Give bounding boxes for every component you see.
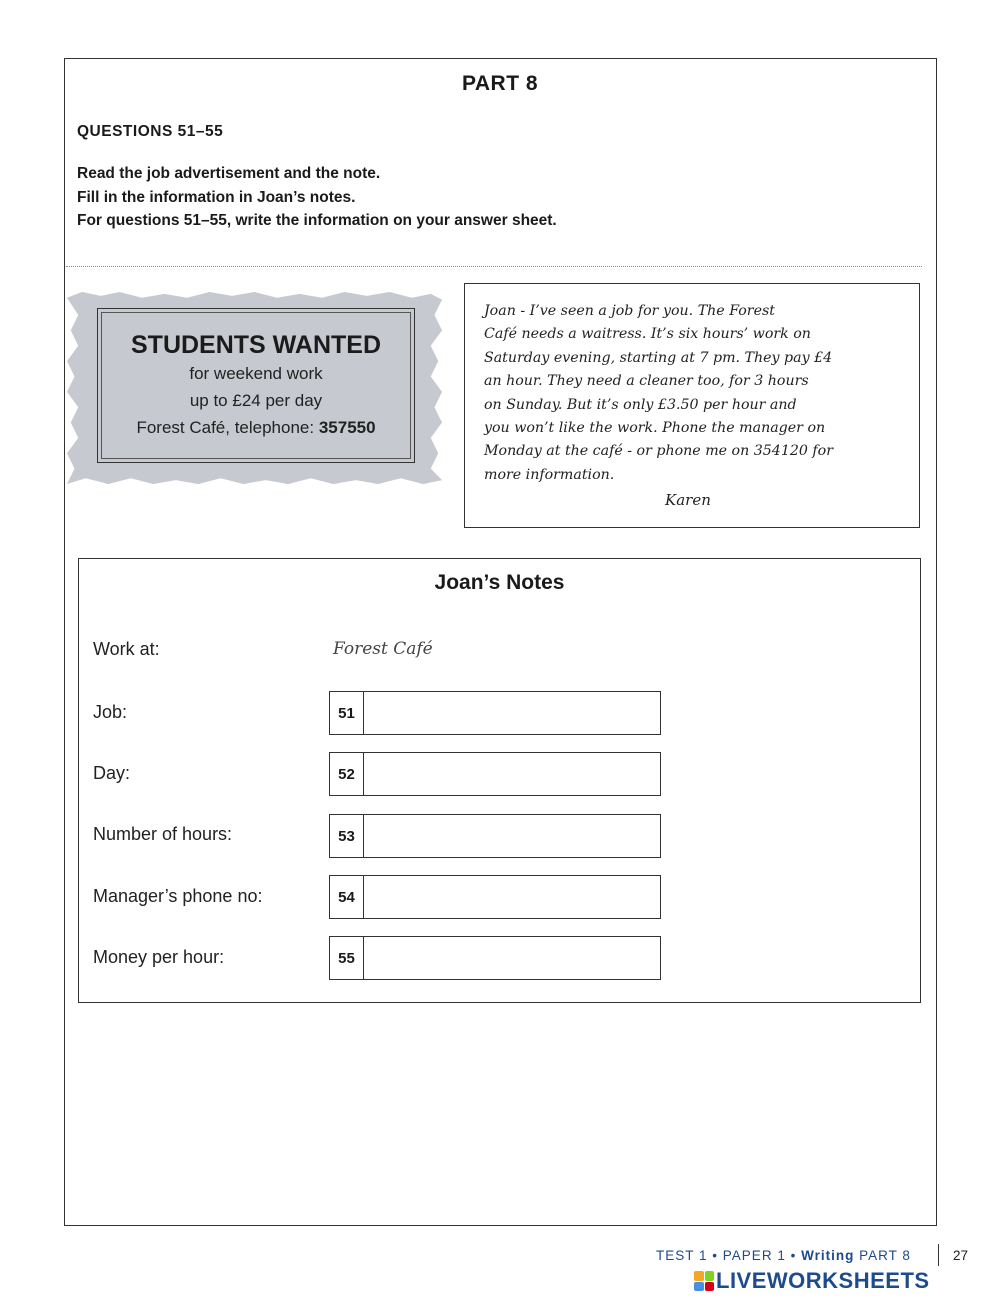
- answer-box-52: [329, 752, 661, 796]
- liveworksheets-logo-icon: [694, 1271, 714, 1291]
- answer-input-53[interactable]: [366, 817, 658, 855]
- work-at-value: Forest Café: [333, 639, 433, 659]
- note-line: more information.: [484, 466, 615, 483]
- answer-input-51[interactable]: [366, 694, 658, 732]
- footer-section: Writing: [801, 1248, 855, 1263]
- part-title: PART 8: [461, 72, 539, 95]
- note-text: [484, 300, 904, 487]
- instruction-line: Read the job advertisement and the note.: [77, 165, 381, 182]
- answer-input-54[interactable]: [366, 878, 658, 916]
- instructions: [77, 162, 557, 233]
- question-number: 53: [330, 815, 364, 857]
- note-line: on Sunday. But it’s only £3.50 per hour and: [484, 396, 797, 413]
- answer-input-52[interactable]: [366, 755, 658, 793]
- joans-notes-form: [78, 558, 921, 1003]
- page-footer: [656, 1248, 911, 1263]
- note-line: you won’t like the work. Phone the manager on: [484, 420, 826, 437]
- advert-line: for weekend work: [189, 364, 323, 383]
- footer-paper: PAPER 1: [722, 1248, 786, 1263]
- footer-test: TEST 1: [656, 1248, 708, 1263]
- advert-contact-label: Forest Café, telephone:: [136, 418, 319, 437]
- advert-title: STUDENTS WANTED: [131, 331, 381, 359]
- footer-part: PART 8: [859, 1248, 911, 1263]
- row-label-money: Money per hour:: [93, 947, 225, 967]
- bullet-icon: •: [712, 1248, 719, 1263]
- question-number: 52: [330, 753, 364, 795]
- instruction-line: Fill in the information in Joan’s notes.: [77, 188, 356, 206]
- note-line: Saturday evening, starting at 7 pm. They pay £4: [484, 349, 833, 366]
- note-line: Monday at the café - or phone me on 354120 for: [484, 443, 833, 460]
- note-signature: Karen: [665, 491, 711, 509]
- work-at-label: Work at:: [93, 639, 160, 659]
- row-label-job: Job:: [93, 702, 128, 722]
- answer-input-55[interactable]: [366, 939, 658, 977]
- job-advert: [97, 308, 415, 463]
- liveworksheets-brand: [694, 1268, 930, 1294]
- questions-heading: QUESTIONS 51–55: [77, 123, 224, 140]
- note-line: Joan - I’ve seen a job for you. The Forest: [484, 303, 775, 319]
- answer-box-53: [329, 814, 661, 858]
- answer-box-55: [329, 936, 661, 980]
- karen-note: [464, 283, 920, 528]
- row-label-phone: Manager’s phone no:: [93, 886, 263, 906]
- answer-box-51: [329, 691, 661, 735]
- advert-inner-border: [101, 312, 411, 459]
- question-number: 54: [330, 876, 364, 918]
- question-number: 55: [330, 937, 364, 979]
- row-label-hours: Number of hours:: [93, 824, 233, 844]
- advert-line: up to £24 per day: [189, 391, 323, 410]
- row-label-day: Day:: [93, 763, 131, 783]
- instruction-line: For questions 51–55, write the information on your answer sheet.: [77, 212, 557, 229]
- bullet-icon: •: [790, 1248, 797, 1263]
- page-number: 27: [953, 1248, 969, 1263]
- footer-divider: [938, 1244, 939, 1266]
- advert-phone: 357550: [318, 418, 376, 437]
- notes-title: Joan’s Notes: [434, 571, 565, 594]
- answer-box-54: [329, 875, 661, 919]
- question-number: 51: [330, 692, 364, 734]
- note-line: an hour. They need a cleaner too, for 3 hours: [484, 373, 809, 390]
- brand-name: LIVEWORKSHEETS: [716, 1268, 930, 1293]
- dotted-divider: [66, 266, 922, 267]
- note-line: Café needs a waitress. It’s six hours’ work on: [484, 326, 811, 343]
